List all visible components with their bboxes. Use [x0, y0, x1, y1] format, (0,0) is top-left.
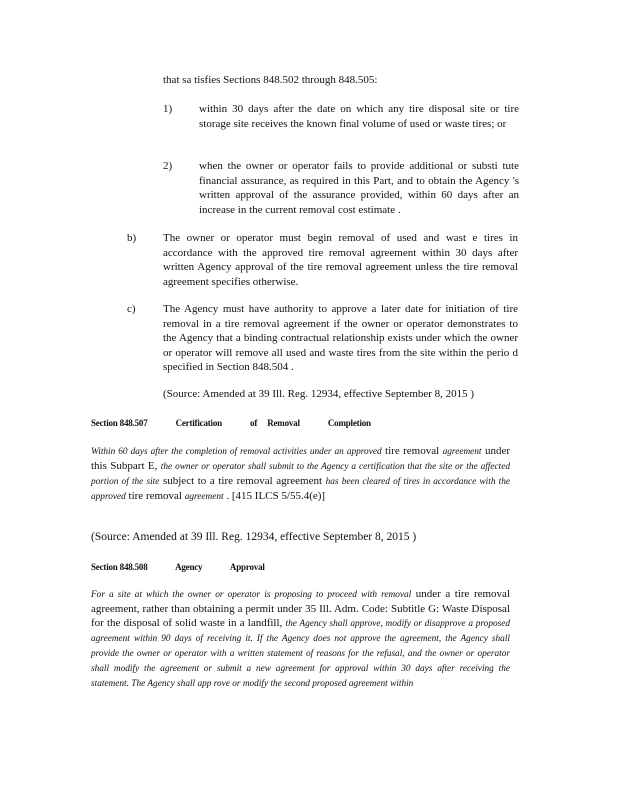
item-2-label: 2)	[163, 160, 173, 172]
body-507-part-5: the owner or operator shall submit to the Agency a certification that the site or the affected portion of the site	[91, 462, 510, 487]
source-note-2: (Source: Amended at 39 Ill. Reg. 12934, effective September 8, 2015 )	[91, 531, 417, 543]
section-508-heading	[91, 562, 291, 572]
body-507-part-3: agreement	[442, 447, 482, 457]
item-c-label: c)	[127, 303, 136, 315]
body-507-part-8: tire removal	[128, 490, 182, 502]
body-507-part-7: has been cleared of tires in accordance with the approved	[91, 477, 510, 502]
section-507-heading	[91, 418, 397, 428]
section-507-number: Section 848.507	[91, 418, 148, 428]
body-507-part-2: tire removal	[385, 445, 440, 457]
body-508-part-2: under a tire removal agreement, rather than obtaining a permit under 35 Ill. Adm. Code: Subtitle G: Waste Disposal for the disposal of solid waste in a landfill,	[91, 588, 510, 629]
body-507-part-6: subject to a tire removal agreement	[162, 475, 323, 487]
body-507-part-10: . [415 ILCS 5/55.4(e)]	[226, 490, 326, 502]
section-507-title-1: Certification	[175, 418, 222, 428]
item-c-text: The Agency must have authority to approve a later date for initiation of tire removal in a tire removal agreement if the owner or operator demonstrates to the Agency that a binding contractual relationship exists under which the owner or operator will remove all used and waste tires from the site within the perio d specified in Section 848.504 .	[163, 303, 518, 373]
section-507-title-2: of	[250, 418, 258, 428]
source-note-1: (Source: Amended at 39 Ill. Reg. 12934, effective September 8, 2015 )	[163, 388, 475, 400]
body-507-part-1: Within 60 days after the completion of removal activities under an approved	[91, 447, 382, 457]
section-508-title-2: Approval	[229, 562, 265, 572]
section-508-title-1: Agency	[175, 562, 203, 572]
section-508-number: Section 848.508	[91, 562, 148, 572]
section-507-body	[91, 444, 510, 504]
item-b-label: b)	[127, 232, 137, 244]
section-508-body	[91, 587, 510, 691]
body-508-part-3: the Agency shall approve, modify or disapprove a proposed agreement within 90 days of receiving it. If the Agency does not approve the agreement, the Agency shall provide the owner or operator with a written statement of reasons for the refusal, and the owner or operator shall modify the agreement or submit a new agreement for approval within 30 days after receiving the statement. The Agency shall app rove or modify the second proposed agreement within	[91, 619, 511, 689]
section-507-title-3: Removal	[267, 418, 300, 428]
body-507-part-9: agreement	[184, 492, 224, 502]
item-1-text: within 30 days after the date on which any tire disposal site or tire storage site receives the known final volume of used or waste tires; or	[199, 103, 519, 130]
item-2-text: when the owner or operator fails to provide additional or substi tute financial assurance, as required in this Part, and to obtain the Agency 's written approval of the assurance provided, within 60 days after an increase in the current removal cost estimate .	[199, 160, 519, 216]
item-1-label: 1)	[163, 103, 173, 115]
body-507-part-4: under this Subpart E,	[91, 445, 511, 472]
section-507-title-4: Completion	[327, 418, 371, 428]
body-508-part-1: For a site at which the owner or operator is proposing to proceed with removal	[91, 590, 412, 600]
item-b-text: The owner or operator must begin removal of used and wast e tires in accordance with the approved tire removal agreement within 30 days after written Agency approval of the tire removal agreement unless the tire removal agreement specifies otherwise.	[163, 232, 518, 288]
intro-line: that sa tisfies Sections 848.502 through 848.505:	[163, 74, 378, 86]
